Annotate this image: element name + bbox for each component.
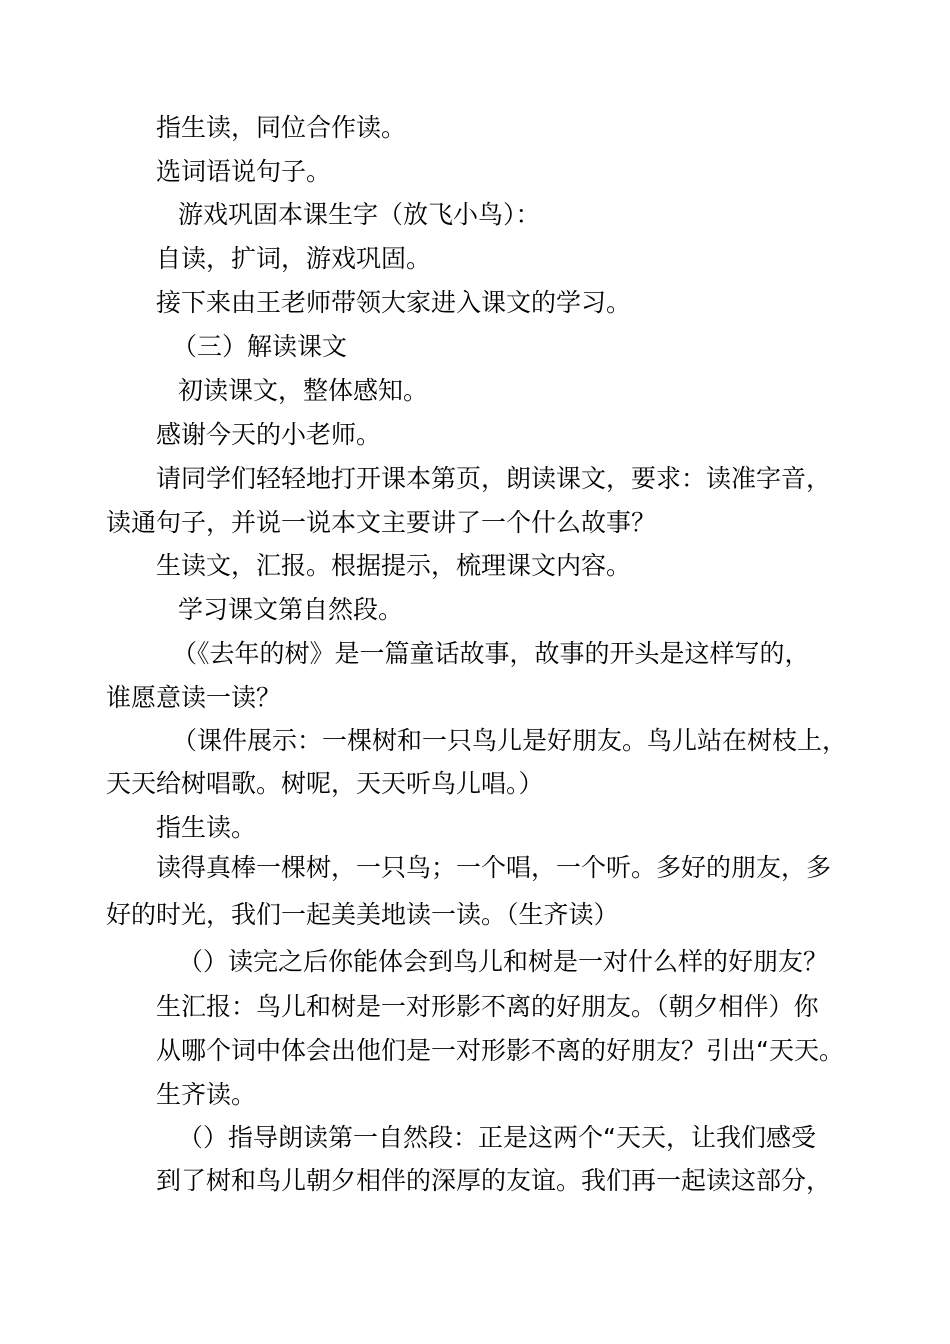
text-line: 接下来由王老师带领大家进入课文的学习。 <box>156 288 632 317</box>
text-line: 谁愿意读一读？ <box>106 683 282 712</box>
text-line: （）读完之后你能体会到鸟儿和树是一对什么样的好朋友？ <box>178 947 829 976</box>
text-line: （课件展示：一棵树和一只鸟儿是好朋友。鸟儿站在树枝上， <box>172 726 848 755</box>
text-line: 请同学们轻轻地打开课本第页，朗读课文，要求：读准字音， <box>156 464 832 493</box>
text-line: 感谢今天的小老师。 <box>156 420 382 449</box>
text-line: 选词语说句子。 <box>156 157 332 186</box>
text-line: 游戏巩固本课生字（放飞小鸟）： <box>178 200 541 229</box>
text-line: （）指导朗读第一自然段：正是这两个“天天，让我们感受 <box>178 1123 816 1152</box>
text-line: 初读课文，整体感知。 <box>178 376 429 405</box>
text-line: 好的时光，我们一起美美地读一读。（生齐读） <box>106 900 619 929</box>
section-heading: （三）解读课文 <box>172 332 348 361</box>
text-line: 读通句子，并说一说本文主要讲了一个什么故事？ <box>106 508 657 537</box>
text-line: 生齐读。 <box>156 1080 257 1109</box>
text-line: 天天给树唱歌。树呢，天天听鸟儿唱。） <box>106 769 544 798</box>
text-line: 指生读，同位合作读。 <box>156 113 407 142</box>
text-line: 从哪个词中体会出他们是一对形影不离的好朋友？引出“天天。 <box>156 1036 844 1065</box>
text-line: 读得真棒一棵树，一只鸟；一个唱，一个听。多好的朋友，多 <box>156 853 832 882</box>
text-line: 生汇报：鸟儿和树是一对形影不离的好朋友。（朝夕相伴）你 <box>156 992 819 1021</box>
text-line: 学习课文第自然段。 <box>178 595 404 624</box>
text-line: 到了树和鸟儿朝夕相伴的深厚的友谊。我们再一起读这部分， <box>156 1166 832 1195</box>
text-line: 指生读。 <box>156 813 257 842</box>
text-line: 生读文，汇报。根据提示，梳理课文内容。 <box>156 551 632 580</box>
text-line: 自读，扩词，游戏巩固。 <box>156 244 432 273</box>
text-line: （《去年的树》是一篇童话故事，故事的开头是这样写的， <box>172 639 810 668</box>
